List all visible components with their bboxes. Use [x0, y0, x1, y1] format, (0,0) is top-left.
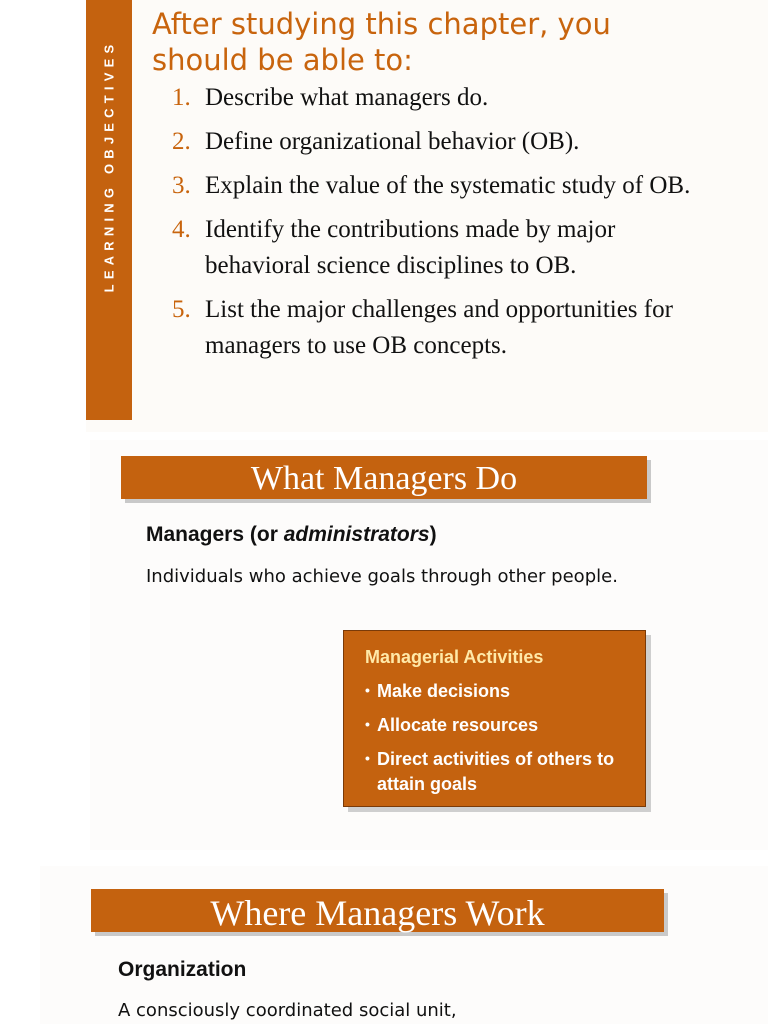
organization-term: Organization [118, 958, 247, 981]
learning-objectives-heading: After studying this chapter, you should be able to: [152, 7, 611, 77]
where-managers-work-title: Where Managers Work [91, 889, 664, 932]
administrators-term: administrators [283, 523, 430, 546]
what-managers-do-title: What Managers Do [121, 456, 647, 499]
objective-item [172, 124, 692, 160]
managerial-activities-title: Managerial Activities [365, 647, 544, 667]
managers-term [146, 523, 437, 547]
objective-number: 3. [172, 172, 191, 199]
objective-number: 2. [172, 128, 191, 155]
managerial-activities-box [343, 630, 646, 807]
objective-item [172, 292, 692, 364]
learning-objectives-list [172, 80, 692, 372]
activity-item: • Make decisions [365, 679, 635, 704]
learning-objectives-side-label: LEARNING OBJECTIVES [101, 39, 117, 293]
objective-number: 4. [172, 216, 191, 243]
objective-text: Describe what managers do. [205, 84, 489, 111]
objective-number: 1. [172, 84, 191, 111]
managers-term-word: Managers [146, 523, 245, 546]
activity-item: • Allocate resources [365, 713, 635, 738]
objective-item [172, 212, 692, 284]
objective-text: Explain the value of the systematic study of OB. [205, 172, 691, 199]
objective-item [172, 168, 692, 204]
objective-text: List the major challenges and opportunities for managers to use OB concepts. [205, 296, 673, 359]
objective-text: Define organizational behavior (OB). [205, 128, 580, 155]
objective-text: Identify the contributions made by major behavioral science disciplines to OB. [205, 216, 616, 279]
objective-number: 5. [172, 296, 191, 323]
objective-item [172, 80, 692, 116]
managers-definition: Individuals who achieve goals through other people. [146, 566, 618, 587]
managers-term-close: ) [429, 523, 437, 546]
managerial-activities-list [365, 679, 635, 806]
organization-definition: A consciously coordinated social unit, [118, 1000, 457, 1021]
managers-term-open: (or [244, 523, 284, 546]
activity-item: • Direct activities of others to attain goals [365, 747, 635, 797]
